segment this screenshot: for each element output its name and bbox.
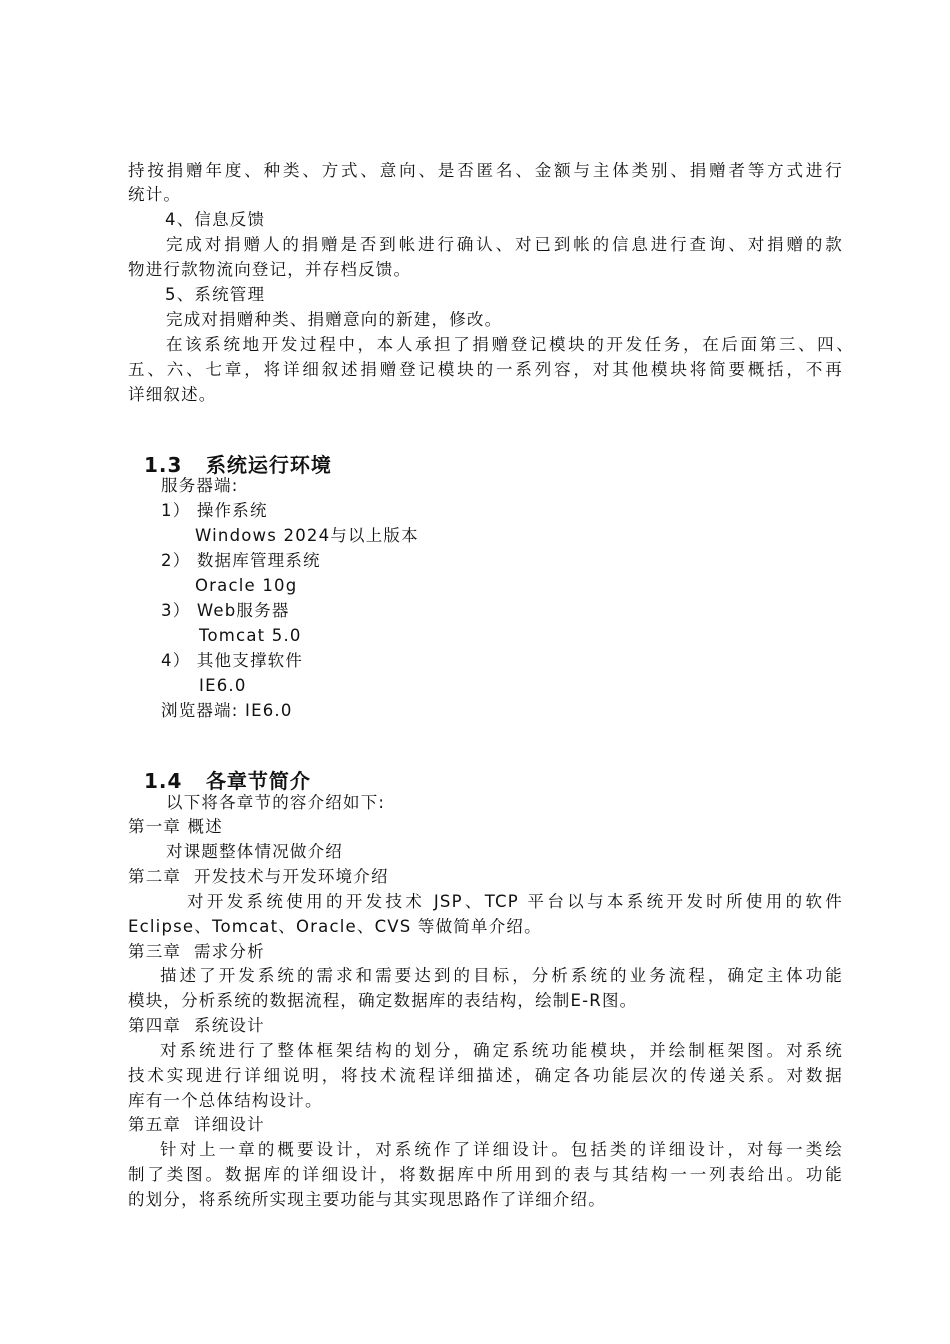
env-line: Oracle 10g [195, 576, 298, 595]
section-heading [128, 429, 332, 477]
list-heading: 5、系统管理 [165, 285, 266, 304]
paragraph-line: 制了类图。数据库的详细设计，将数据库中所用到的表与其结构一一列表给出。功能 [128, 1165, 843, 1184]
section-title: 各章节简介 [205, 769, 311, 793]
paragraph-line: 对开发系统使用的开发技术 JSP、TCP 平台以与本系统开发时所使用的软件 [187, 892, 843, 911]
env-line: 2） 数据库管理系统 [161, 551, 321, 570]
paragraph-line: 描述了开发系统的需求和需要达到的目标，分析系统的业务流程，确定主体功能 [160, 966, 843, 985]
chapter-title: 第三章 需求分析 [128, 942, 265, 961]
paragraph-line: Eclipse、Tomcat、Oracle、CVS 等做简单介绍。 [128, 917, 542, 936]
section-heading [128, 745, 311, 793]
paragraph-line: 的划分，将系统所实现主要功能与其实现思路作了详细介绍。 [128, 1190, 606, 1209]
env-line: 3） Web服务器 [161, 601, 290, 620]
env-line: IE6.0 [199, 676, 247, 695]
paragraph-line: 模块，分析系统的数据流程，确定数据库的表结构，绘制E-R图。 [128, 991, 638, 1010]
env-line: 浏览器端: IE6.0 [161, 701, 293, 720]
paragraph-line: 物进行款物流向登记，并存档反馈。 [128, 260, 412, 279]
env-line: 服务器端: [161, 476, 239, 495]
chapter-title: 第一章 概述 [128, 817, 223, 836]
paragraph-line: 在该系统地开发过程中，本人承担了捐赠登记模块的开发任务，在后面第三、四、 [166, 335, 854, 354]
section-number: 1.3 [143, 453, 183, 477]
list-heading: 4、信息反馈 [165, 210, 266, 229]
paragraph-line: 以下将各章节的容介绍如下: [166, 793, 386, 812]
chapter-title: 第五章 详细设计 [128, 1115, 265, 1134]
paragraph-line: 针对上一章的概要设计，对系统作了详细设计。包括类的详细设计，对每一类绘 [160, 1140, 843, 1159]
paragraph-line: 完成对捐赠人的捐赠是否到帐进行确认、对已到帐的信息进行查询、对捐赠的款 [166, 235, 843, 254]
paragraph-line: 技术实现进行详细说明，将技术流程详细描述，确定各功能层次的传递关系。对数据 [128, 1066, 843, 1085]
chapter-title: 第二章 开发技术与开发环境介绍 [128, 867, 389, 886]
section-title: 系统运行环境 [205, 453, 332, 477]
paragraph-line: 五、六、七章，将详细叙述捐赠登记模块的一系列容，对其他模块将简要概括，不再 [128, 360, 843, 379]
paragraph-line: 对课题整体情况做介绍 [166, 842, 343, 861]
paragraph-line: 库有一个总体结构设计。 [128, 1091, 323, 1110]
chapter-title: 第四章 系统设计 [128, 1016, 265, 1035]
section-number: 1.4 [143, 769, 183, 793]
paragraph-line: 统计。 [128, 185, 182, 204]
paragraph-line: 详细叙述。 [128, 385, 217, 404]
paragraph-line: 完成对捐赠种类、捐赠意向的新建，修改。 [166, 310, 503, 329]
env-line: 1） 操作系统 [161, 501, 268, 520]
env-line: Windows 2024与以上版本 [195, 526, 419, 545]
paragraph-line: 持按捐赠年度、种类、方式、意向、是否匿名、金额与主体类别、捐赠者等方式进行 [128, 161, 843, 180]
env-line: 4） 其他支撑软件 [161, 651, 304, 670]
env-line: Tomcat 5.0 [199, 626, 302, 645]
paragraph-line: 对系统进行了整体框架结构的划分，确定系统功能模块，并绘制框架图。对系统 [160, 1041, 843, 1060]
